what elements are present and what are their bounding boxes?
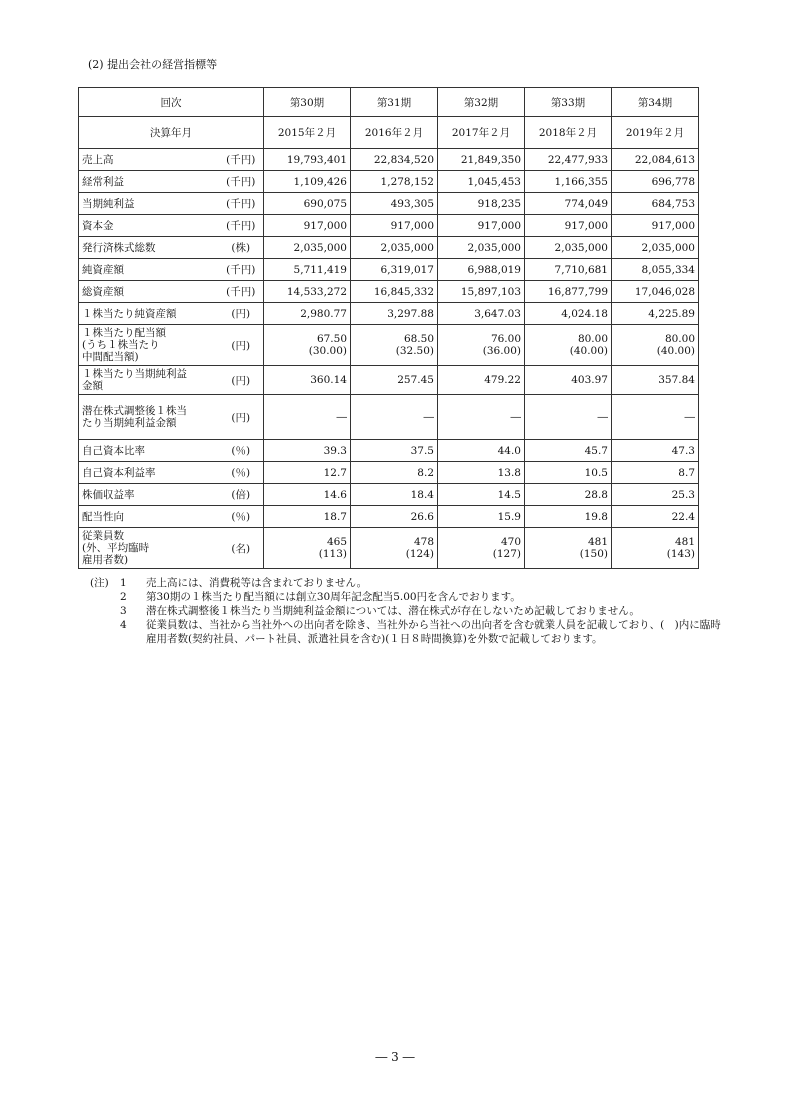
value-line: (127) xyxy=(492,548,521,560)
value-line: 14,533,272 xyxy=(286,285,347,298)
row-label-line: 売上高 xyxy=(82,153,114,166)
row-unit: (％) xyxy=(219,506,264,528)
value-line: 3,647.03 xyxy=(474,307,521,320)
row-label xyxy=(79,506,219,528)
row-label xyxy=(79,215,219,237)
value-cell xyxy=(351,528,438,569)
value-cell xyxy=(351,303,438,325)
period-header-cell: 第31期 xyxy=(351,88,438,117)
value-line: 44.0 xyxy=(497,444,521,457)
footnote-item xyxy=(90,604,730,618)
row-unit: (千円) xyxy=(219,193,264,215)
value-cell xyxy=(351,440,438,462)
row-label xyxy=(79,395,219,440)
row-label xyxy=(79,528,219,569)
value-line: (113) xyxy=(318,548,347,560)
value-cell xyxy=(612,215,699,237)
table-row xyxy=(79,171,699,193)
value-cell xyxy=(612,171,699,193)
value-line: 2,035,000 xyxy=(380,241,434,254)
section-heading: (2) 提出会社の経営指標等 xyxy=(88,58,218,71)
value-line: 10.5 xyxy=(584,466,608,479)
value-line: 774,049 xyxy=(564,197,608,210)
value-cell xyxy=(438,484,525,506)
value-line: 26.6 xyxy=(410,510,434,523)
table-row xyxy=(79,237,699,259)
value-cell xyxy=(264,149,351,171)
row-label xyxy=(79,484,219,506)
value-cell xyxy=(264,325,351,366)
value-line: 257.45 xyxy=(397,374,434,386)
period-header-cell: 第33期 xyxy=(525,88,612,117)
value-cell xyxy=(438,395,525,440)
value-cell xyxy=(525,215,612,237)
value-line: 2,035,000 xyxy=(554,241,608,254)
value-cell xyxy=(438,215,525,237)
value-line: 15,897,103 xyxy=(460,285,521,298)
footnote-number: 3 xyxy=(120,605,127,617)
row-unit: (円) xyxy=(219,303,264,325)
value-cell xyxy=(612,259,699,281)
table-row xyxy=(79,325,699,366)
value-line: 68.50 xyxy=(403,333,434,345)
row-unit: (名) xyxy=(219,528,264,569)
value-line: 13.8 xyxy=(497,466,521,479)
value-line: 22,834,520 xyxy=(373,153,434,166)
date-header-cell: 2018年２月 xyxy=(525,117,612,149)
value-line: 2,035,000 xyxy=(641,241,695,254)
row-label xyxy=(79,440,219,462)
value-cell xyxy=(525,484,612,506)
value-cell xyxy=(612,281,699,303)
value-line: 22,084,613 xyxy=(634,153,695,166)
row-label-line: 株価収益率 xyxy=(82,488,135,501)
value-cell xyxy=(264,215,351,237)
value-line: ― xyxy=(336,411,347,423)
value-line: 4,225.89 xyxy=(648,307,695,320)
row-unit: (円) xyxy=(219,325,264,366)
row-label xyxy=(79,303,219,325)
value-cell xyxy=(264,528,351,569)
value-cell xyxy=(351,215,438,237)
value-cell xyxy=(264,395,351,440)
row-label-line: 従業員数 xyxy=(82,530,124,542)
row-unit: (千円) xyxy=(219,281,264,303)
row-label-line: 純資産額 xyxy=(82,263,124,276)
value-cell xyxy=(612,303,699,325)
value-line: 18.4 xyxy=(410,488,434,501)
value-line: 19,793,401 xyxy=(286,153,347,166)
value-line: (124) xyxy=(405,548,434,560)
value-line: (143) xyxy=(666,548,695,560)
value-cell xyxy=(351,484,438,506)
row-unit: (円) xyxy=(219,395,264,440)
value-line: 4,024.18 xyxy=(561,307,608,320)
value-line: (32.50) xyxy=(395,345,434,357)
period-header-cell: 第34期 xyxy=(612,88,699,117)
table-row xyxy=(79,193,699,215)
row-unit: (千円) xyxy=(219,215,264,237)
value-cell xyxy=(525,259,612,281)
row-unit: (千円) xyxy=(219,171,264,193)
value-line: 465 xyxy=(326,536,347,548)
date-header-cell: 2016年２月 xyxy=(351,117,438,149)
value-line: 19.8 xyxy=(584,510,608,523)
value-line: ― xyxy=(510,411,521,423)
row-label-line: 総資産額 xyxy=(82,285,124,298)
value-line: 8.7 xyxy=(678,466,695,479)
value-cell xyxy=(351,237,438,259)
footnotes xyxy=(90,576,730,646)
value-line: 22.4 xyxy=(671,510,695,523)
row-label xyxy=(79,149,219,171)
footnote-number: 2 xyxy=(120,591,127,603)
value-line: 917,000 xyxy=(651,219,695,232)
table-row xyxy=(79,462,699,484)
table-row xyxy=(79,395,699,440)
value-line: 917,000 xyxy=(564,219,608,232)
value-line: 1,109,426 xyxy=(293,175,347,188)
value-line: 696,778 xyxy=(651,175,695,188)
value-line: 28.8 xyxy=(584,488,608,501)
footnote-lead: (注) xyxy=(90,577,109,589)
value-line: 3,297.88 xyxy=(387,307,434,320)
table-row xyxy=(79,303,699,325)
value-cell xyxy=(525,506,612,528)
value-line: 360.14 xyxy=(310,374,347,386)
value-cell xyxy=(525,528,612,569)
value-cell xyxy=(525,281,612,303)
footnote-lead xyxy=(90,618,120,646)
row-label-line: 資本金 xyxy=(82,219,114,232)
value-cell xyxy=(264,259,351,281)
date-header-cell: 2015年２月 xyxy=(264,117,351,149)
period-header-cell: 第30期 xyxy=(264,88,351,117)
row-label xyxy=(79,462,219,484)
value-line: 14.5 xyxy=(497,488,521,501)
value-cell xyxy=(525,193,612,215)
row-label-line: 自己資本利益率 xyxy=(82,466,156,479)
value-cell xyxy=(264,281,351,303)
value-cell xyxy=(351,325,438,366)
row-label-line: (外、平均臨時 xyxy=(82,542,150,554)
row-label xyxy=(79,366,219,395)
value-line: 918,235 xyxy=(477,197,521,210)
value-cell xyxy=(351,281,438,303)
footnote-number: 1 xyxy=(120,577,127,589)
row-label xyxy=(79,237,219,259)
value-line: 14.6 xyxy=(323,488,347,501)
footnote-lead xyxy=(90,590,120,604)
value-line: 1,045,453 xyxy=(467,175,521,188)
value-line: 21,849,350 xyxy=(460,153,521,166)
value-cell xyxy=(612,325,699,366)
date-header-cell: 2019年２月 xyxy=(612,117,699,149)
row-label-line: (うち１株当たり xyxy=(82,339,160,351)
row-unit: (％) xyxy=(219,462,264,484)
value-line: 2,035,000 xyxy=(467,241,521,254)
value-cell xyxy=(612,462,699,484)
row-label-line: 雇用者数) xyxy=(82,554,129,566)
date-header-label: 決算年月 xyxy=(79,117,264,149)
row-label-line: １株当たり当期純利益 xyxy=(82,368,187,380)
value-cell xyxy=(612,149,699,171)
value-cell xyxy=(264,462,351,484)
date-header-cell: 2017年２月 xyxy=(438,117,525,149)
value-cell xyxy=(438,171,525,193)
value-cell xyxy=(525,440,612,462)
footnote-item xyxy=(90,618,730,646)
row-label xyxy=(79,259,219,281)
value-cell xyxy=(525,237,612,259)
value-cell xyxy=(438,259,525,281)
row-label-line: 自己資本比率 xyxy=(82,444,145,457)
value-line: 80.00 xyxy=(577,333,608,345)
value-line: 25.3 xyxy=(671,488,695,501)
value-line: 357.84 xyxy=(658,374,695,386)
row-label-line: 潜在株式調整後１株当 xyxy=(82,405,187,417)
value-line: 470 xyxy=(500,536,521,548)
value-line: 1,278,152 xyxy=(380,175,434,188)
value-line: 16,877,799 xyxy=(547,285,608,298)
table-row xyxy=(79,528,699,569)
row-unit: (倍) xyxy=(219,484,264,506)
row-label-line: 配当性向 xyxy=(82,510,124,523)
value-cell xyxy=(525,325,612,366)
table-row xyxy=(79,259,699,281)
value-cell xyxy=(351,149,438,171)
footnote-text: 潜在株式調整後１株当たり当期純利益金額については、潜在株式が存在しないため記載しておりません。 xyxy=(146,605,640,617)
value-line: 5,711,419 xyxy=(293,263,347,276)
row-label-line: 発行済株式総数 xyxy=(82,241,156,254)
row-label xyxy=(79,281,219,303)
footnote-item xyxy=(90,576,730,590)
value-line: 481 xyxy=(674,536,695,548)
value-line: 684,753 xyxy=(651,197,695,210)
value-line: 76.00 xyxy=(490,333,521,345)
row-unit: (円) xyxy=(219,366,264,395)
value-line: (150) xyxy=(579,548,608,560)
footnote-number: 4 xyxy=(120,619,127,631)
row-label xyxy=(79,325,219,366)
value-line: 45.7 xyxy=(584,444,608,457)
value-cell xyxy=(351,366,438,395)
value-line: (40.00) xyxy=(569,345,608,357)
value-line: 478 xyxy=(413,536,434,548)
value-line: ― xyxy=(597,411,608,423)
value-cell xyxy=(438,303,525,325)
value-line: 917,000 xyxy=(477,219,521,232)
value-line: 16,845,332 xyxy=(373,285,434,298)
period-header-cell: 第32期 xyxy=(438,88,525,117)
value-line: (30.00) xyxy=(308,345,347,357)
value-cell xyxy=(612,484,699,506)
value-line: 8.2 xyxy=(417,466,434,479)
value-cell xyxy=(438,281,525,303)
value-line: ― xyxy=(423,411,434,423)
value-line: 481 xyxy=(587,536,608,548)
footnote-text: 第30期の１株当たり配当額には創立30周年記念配当5.00円を含んでおります。 xyxy=(146,591,521,603)
value-cell xyxy=(438,366,525,395)
value-cell xyxy=(612,366,699,395)
value-cell xyxy=(264,440,351,462)
period-header-label: 回次 xyxy=(79,88,264,117)
row-label-line: 金額 xyxy=(82,380,103,392)
value-cell xyxy=(264,366,351,395)
footnote-text: 従業員数は、当社から当社外への出向者を除き、当社外から当社への出向者を含む就業人員を記載しており、( )内に臨時雇用者数(契約社員、パート社員、派遣社員を含む)(１日８時間換算)を外数で記載しております。 xyxy=(146,619,721,645)
value-cell xyxy=(438,462,525,484)
value-cell xyxy=(525,171,612,193)
table-row xyxy=(79,484,699,506)
row-label-line: 当期純利益 xyxy=(82,197,135,210)
table-row xyxy=(79,149,699,171)
value-cell xyxy=(351,395,438,440)
value-cell xyxy=(438,506,525,528)
footnote-item xyxy=(90,590,730,604)
value-line: 2,980.77 xyxy=(300,307,347,320)
value-cell xyxy=(264,193,351,215)
row-label-line: 中間配当額) xyxy=(82,351,139,363)
date-header-row xyxy=(79,117,699,149)
row-unit: (千円) xyxy=(219,259,264,281)
value-line: 7,710,681 xyxy=(554,263,608,276)
period-header-row xyxy=(79,88,699,117)
table-row xyxy=(79,506,699,528)
footnote-lead xyxy=(90,604,120,618)
value-line: 690,075 xyxy=(303,197,347,210)
value-line: 39.3 xyxy=(323,444,347,457)
value-line: (40.00) xyxy=(656,345,695,357)
row-label xyxy=(79,193,219,215)
value-cell xyxy=(612,440,699,462)
value-cell xyxy=(612,193,699,215)
row-label-line: 経常利益 xyxy=(82,175,124,188)
table-row xyxy=(79,215,699,237)
value-line: ― xyxy=(684,411,695,423)
value-cell xyxy=(351,193,438,215)
value-line: 8,055,334 xyxy=(641,263,695,276)
value-line: 917,000 xyxy=(390,219,434,232)
financial-indicators-table xyxy=(78,87,699,569)
value-line: 67.50 xyxy=(316,333,347,345)
value-line: 22,477,933 xyxy=(547,153,608,166)
value-cell xyxy=(612,237,699,259)
value-cell xyxy=(264,303,351,325)
value-cell xyxy=(264,484,351,506)
table-row xyxy=(79,281,699,303)
row-label-line: １株当たり純資産額 xyxy=(82,307,177,320)
value-cell xyxy=(351,462,438,484)
value-line: 37.5 xyxy=(410,444,434,457)
value-cell xyxy=(525,395,612,440)
value-line: 80.00 xyxy=(664,333,695,345)
footnote-text: 売上高には、消費税等は含まれておりません。 xyxy=(146,577,368,589)
value-cell xyxy=(264,506,351,528)
value-cell xyxy=(525,366,612,395)
value-cell xyxy=(438,440,525,462)
value-cell xyxy=(438,149,525,171)
row-label-line: １株当たり配当額 xyxy=(82,327,166,339)
value-line: 12.7 xyxy=(323,466,347,479)
page-number: ― 3 ― xyxy=(375,1050,415,1064)
value-cell xyxy=(525,149,612,171)
table-row xyxy=(79,366,699,395)
value-cell xyxy=(438,528,525,569)
value-cell xyxy=(438,325,525,366)
table-row xyxy=(79,440,699,462)
value-line: 2,035,000 xyxy=(293,241,347,254)
value-cell xyxy=(438,237,525,259)
value-cell xyxy=(612,395,699,440)
row-unit: (株) xyxy=(219,237,264,259)
value-cell xyxy=(351,506,438,528)
value-line: 479.22 xyxy=(484,374,521,386)
value-cell xyxy=(264,171,351,193)
value-cell xyxy=(612,528,699,569)
value-line: (36.00) xyxy=(482,345,521,357)
value-line: 6,319,017 xyxy=(380,263,434,276)
value-cell xyxy=(612,506,699,528)
row-label-line: たり当期純利益金額 xyxy=(82,417,177,429)
value-line: 1,166,355 xyxy=(554,175,608,188)
value-cell xyxy=(525,462,612,484)
row-unit: (％) xyxy=(219,440,264,462)
value-cell xyxy=(351,171,438,193)
value-line: 17,046,028 xyxy=(634,285,695,298)
value-line: 6,988,019 xyxy=(467,263,521,276)
value-line: 18.7 xyxy=(323,510,347,523)
value-line: 15.9 xyxy=(497,510,521,523)
row-unit: (千円) xyxy=(219,149,264,171)
value-line: 403.97 xyxy=(571,374,608,386)
value-cell xyxy=(351,259,438,281)
value-cell xyxy=(525,303,612,325)
value-line: 47.3 xyxy=(671,444,695,457)
row-label xyxy=(79,171,219,193)
value-line: 493,305 xyxy=(390,197,434,210)
value-cell xyxy=(264,237,351,259)
value-line: 917,000 xyxy=(303,219,347,232)
value-cell xyxy=(438,193,525,215)
